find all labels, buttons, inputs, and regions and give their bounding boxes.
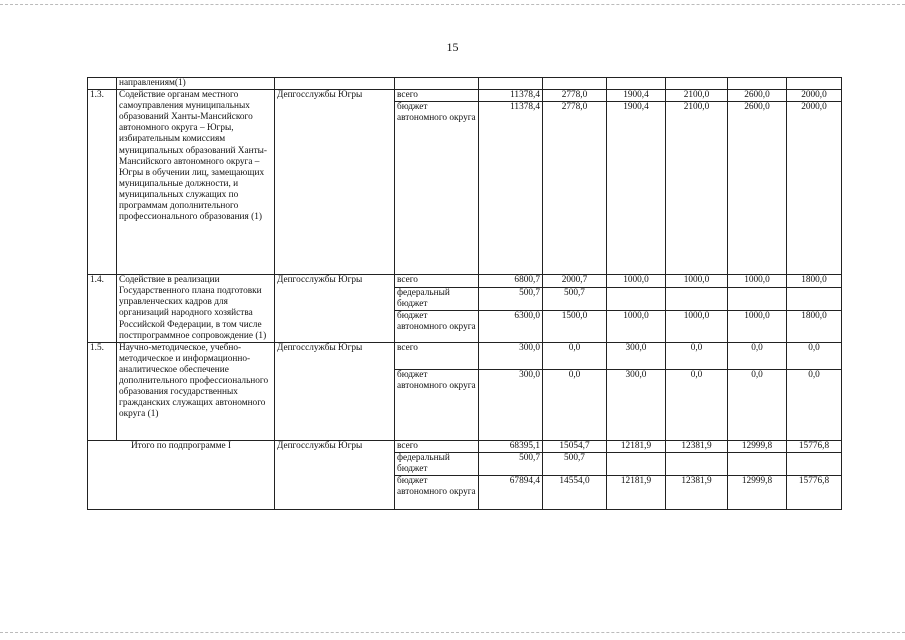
value-cell: 14554,0 — [543, 476, 607, 510]
activity-cell: Содействие в реализации Государственного плана подготовки управленческих кадров для организаций народного хозяйства Российской Федерации, в том числе постпрограммное сопровождение (1) — [117, 275, 275, 343]
value-cell: 1000,0 — [607, 275, 666, 287]
activity-cell: Научно-методическое, учебно-методическое и информационно-аналитическое обеспечение дополнительного профессионального образования государственных гражданских служащих автономного округа (1) — [117, 342, 275, 440]
value-cell: 2000,0 — [787, 90, 842, 102]
index-cell: 1.4. — [88, 275, 117, 343]
source-cell: федеральный бюджет — [395, 287, 479, 311]
value-cell: 0,0 — [666, 342, 728, 369]
scan-bottom-edge — [0, 632, 905, 633]
value-cell: 12999,8 — [728, 476, 787, 510]
value-cell: 15054,7 — [543, 440, 607, 452]
value-cell: 1000,0 — [607, 311, 666, 343]
value-cell: 300,0 — [607, 342, 666, 369]
value-cell: 11378,4 — [479, 90, 543, 102]
source-cell: федеральный бюджет — [395, 452, 479, 475]
value-cell: 2000,7 — [543, 275, 607, 287]
value-cell: 0,0 — [728, 369, 787, 440]
source-cell: всего — [395, 90, 479, 102]
budget-table — [87, 77, 842, 510]
value-cell: 6300,0 — [479, 311, 543, 343]
value-cell: 0,0 — [543, 369, 607, 440]
value-cell — [666, 287, 728, 311]
value-cell — [787, 452, 842, 475]
total-label: Итого по подпрограмме I — [88, 440, 275, 509]
source-cell: всего — [395, 440, 479, 452]
source-cell: бюджет автономного округа — [395, 369, 479, 440]
value-cell — [607, 452, 666, 475]
value-cell: 500,7 — [479, 287, 543, 311]
page-number: 15 — [446, 40, 459, 54]
value-cell: 6800,7 — [479, 275, 543, 287]
value-cell: 500,7 — [543, 452, 607, 475]
index-cell: 1.5. — [88, 342, 117, 440]
value-cell: 12181,9 — [607, 440, 666, 452]
activity-cell: Содействие органам местного самоуправления муниципальных образований Ханты-Мансийского автономного округа – Югры, избирательным комиссиям муниципальных образований Ханты-Мансийского автономного округа –Югры в обучении лиц, замещающих муниципальные должности, и муниципальных служащих по программам дополнительного профессионального образования (1) — [117, 90, 275, 275]
value-cell — [787, 287, 842, 311]
table-row — [88, 90, 842, 102]
value-cell: 1000,0 — [666, 311, 728, 343]
index-cell: 1.3. — [88, 90, 117, 275]
value-cell: 15776,8 — [787, 476, 842, 510]
value-cell: 1000,0 — [728, 311, 787, 343]
value-cell: 12381,9 — [666, 476, 728, 510]
source-cell: бюджет автономного округа — [395, 102, 479, 275]
value-cell: 1000,0 — [666, 275, 728, 287]
executor-cell: Депгосслужбы Югры — [275, 342, 395, 440]
value-cell — [666, 452, 728, 475]
value-cell: 1900,4 — [607, 90, 666, 102]
source-cell: бюджет автономного округа — [395, 311, 479, 343]
value-cell: 300,0 — [479, 369, 543, 440]
value-cell — [607, 287, 666, 311]
value-cell: 68395,1 — [479, 440, 543, 452]
value-cell: 2600,0 — [728, 90, 787, 102]
executor-cell: Депгосслужбы Югры — [275, 440, 395, 509]
table-row — [88, 342, 842, 369]
value-cell: 12381,9 — [666, 440, 728, 452]
index-cell — [88, 78, 117, 90]
value-cell: 12999,8 — [728, 440, 787, 452]
value-cell: 0,0 — [787, 369, 842, 440]
value-cell: 2100,0 — [666, 90, 728, 102]
value-cell: 2100,0 — [666, 102, 728, 275]
value-cell: 2000,0 — [787, 102, 842, 275]
value-cell: 500,7 — [479, 452, 543, 475]
value-cell: 1900,4 — [607, 102, 666, 275]
value-cell: 0,0 — [543, 342, 607, 369]
value-cell: 1800,0 — [787, 275, 842, 287]
value-cell: 15776,8 — [787, 440, 842, 452]
value-cell: 500,7 — [543, 287, 607, 311]
value-cell: 1800,0 — [787, 311, 842, 343]
scan-top-edge — [0, 4, 905, 5]
table-row-total — [88, 440, 842, 452]
value-cell: 0,0 — [787, 342, 842, 369]
source-cell: всего — [395, 342, 479, 369]
value-cell: 300,0 — [607, 369, 666, 440]
executor-cell: Депгосслужбы Югры — [275, 90, 395, 275]
value-cell: 2600,0 — [728, 102, 787, 275]
value-cell: 0,0 — [728, 342, 787, 369]
source-cell: всего — [395, 275, 479, 287]
value-cell: 2778,0 — [543, 102, 607, 275]
value-cell: 2778,0 — [543, 90, 607, 102]
value-cell: 1500,0 — [543, 311, 607, 343]
value-cell: 11378,4 — [479, 102, 543, 275]
value-cell: 300,0 — [479, 342, 543, 369]
value-cell — [728, 452, 787, 475]
value-cell — [728, 287, 787, 311]
value-cell: 67894,4 — [479, 476, 543, 510]
table-row-continuation — [88, 78, 842, 90]
value-cell: 0,0 — [666, 369, 728, 440]
source-cell: бюджет автономного округа — [395, 476, 479, 510]
value-cell: 1000,0 — [728, 275, 787, 287]
executor-cell: Депгосслужбы Югры — [275, 275, 395, 343]
value-cell: 12181,9 — [607, 476, 666, 510]
table-row — [88, 275, 842, 287]
activity-cell: направлениям(1) — [117, 78, 275, 90]
